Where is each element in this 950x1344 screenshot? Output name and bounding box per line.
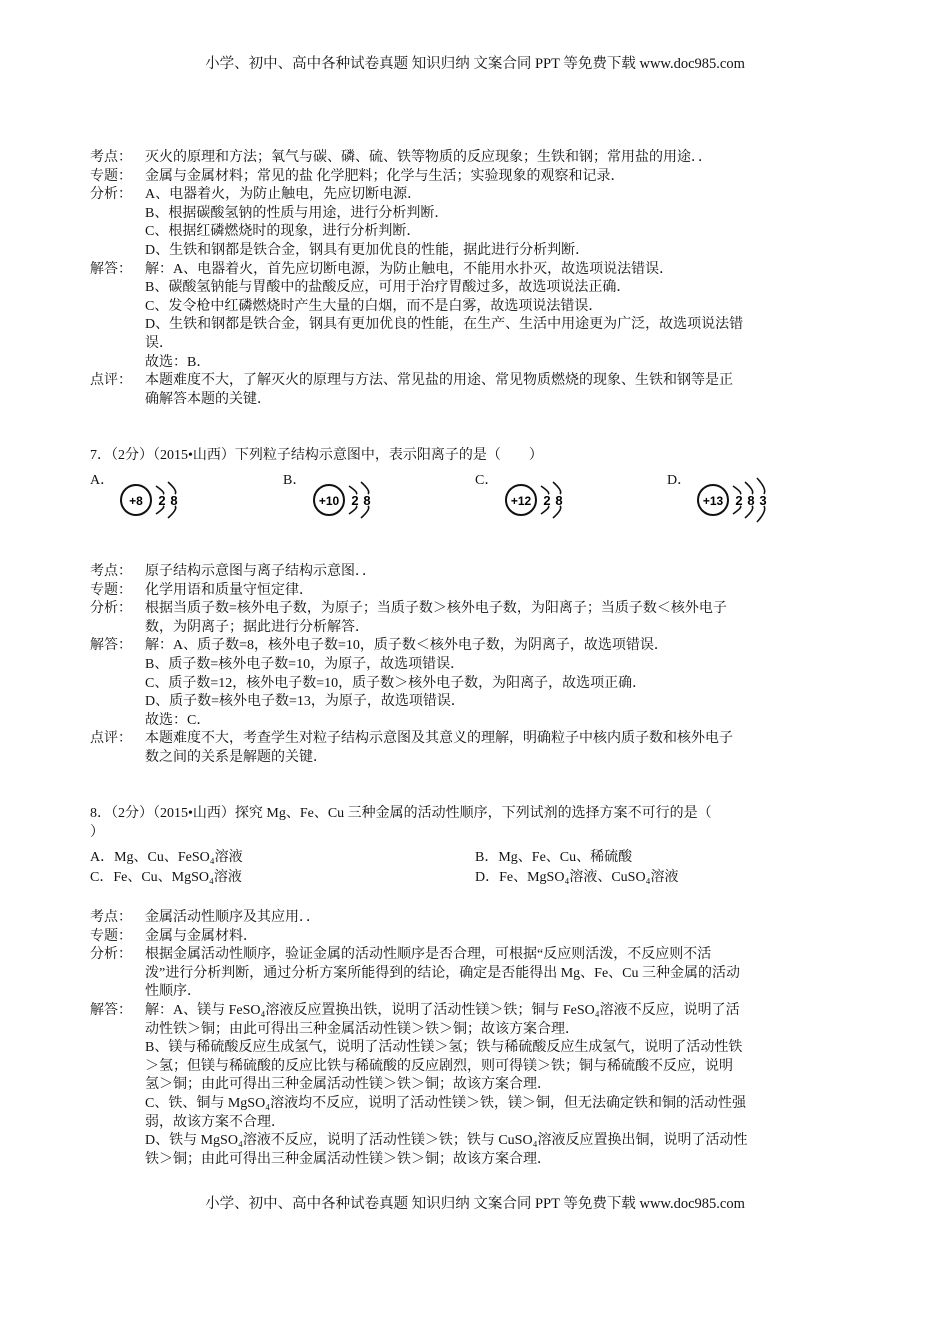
- text-line: 弱，故该方案不合理．: [145, 1114, 285, 1130]
- text-line: 故选：B．: [145, 354, 211, 370]
- text-line: 解：A、质子数=8，核外电子数=10，质子数＜核外电子数，为阴离子，故选项错误．: [145, 638, 668, 654]
- analysis-label: 考点：: [90, 150, 132, 165]
- text-line: 铁＞铜；由此可得出三种金属活动性镁＞铁＞铜；故该方案合理．: [145, 1151, 551, 1167]
- text-line: 故选：C．: [145, 712, 211, 728]
- q8-option-a: A．Mg、Cu、FeSO₄溶液: [90, 850, 243, 865]
- text-line: 本题难度不大，了解灭火的原理与方法、常见盐的用途、常见物质燃烧的现象、生铁和钢等是正: [145, 373, 733, 389]
- text-line: C、铁、铜与 MgSO₄溶液均不反应，说明了活动性镁＞铁，镁＞铜，但无法确定铁和铜的活动性强: [145, 1095, 747, 1111]
- text-line: B、碳酸氢钠能与胃酸中的盐酸反应，可用于治疗胃酸过多，故选项说法正确．: [145, 280, 631, 296]
- analysis-content: [145, 261, 870, 373]
- analysis-label: 解答：: [90, 1002, 132, 1018]
- analysis-content: [145, 928, 870, 947]
- text-line: 氢＞铜；由此可得出三种金属活动性镁＞铁＞铜；故该方案合理．: [145, 1077, 551, 1093]
- q7-option-label: D．: [667, 473, 692, 488]
- shell-electron-count: 2: [543, 493, 551, 508]
- text-line: 根据金属活动性顺序，验证金属的活动性顺序是否合理，可根据“反应则活泼，不反应则不活: [145, 947, 712, 963]
- text-line: 金属与金属材料．: [145, 928, 257, 944]
- nucleus-charge: +8: [129, 494, 143, 508]
- analysis-row: [90, 582, 870, 601]
- nucleus-charge: +10: [318, 494, 340, 508]
- atom-structure-diagram: [305, 472, 415, 532]
- analysis-content: [145, 946, 870, 1002]
- analysis-row: [90, 637, 870, 730]
- text-line: B、质子数=核外电子数=10，为原子，故选项错误．: [145, 656, 465, 672]
- text-line: D、质子数=核外电子数=13，为原子，故选项错误．: [145, 694, 465, 710]
- analysis-label: 分析：: [90, 187, 132, 203]
- text-line: D、生铁和钢都是铁合金，钢具有更加优良的性能，在生产、生活中用途更为广泛，故选项说法错: [145, 317, 744, 333]
- analysis-row: [90, 261, 870, 373]
- text-line: D、生铁和钢都是铁合金，钢具有更加优良的性能，据此进行分析判断．: [145, 242, 590, 258]
- text-line: C、发令枪中红磷燃烧时产生大量的白烟，而不是白雾，故选项说法错误．: [145, 298, 603, 314]
- text-line: ＞氢；但镁与稀硫酸的反应比铁与稀硫酸的反应剧烈，则可得镁＞铁；铜与稀硫酸不反应，说明: [145, 1058, 733, 1074]
- text-line: 原子结构示意图与离子结构示意图．．: [145, 564, 376, 579]
- text-line: D、铁与 MgSO₄溶液不反应，说明了活动性镁＞铁；铁与 CuSO₄溶液反应置换出铜，说明了活动性: [145, 1133, 748, 1149]
- analysis-label: 解答：: [90, 261, 132, 277]
- nucleus-charge: +12: [510, 494, 532, 508]
- q8-analysis: [90, 909, 870, 1169]
- q8-title-line-2: ）: [90, 825, 104, 840]
- text-line: 数，为阴离子；据此进行分析解答．: [145, 619, 369, 635]
- analysis-content: [145, 372, 870, 409]
- analysis-row: [90, 730, 870, 767]
- analysis-content: [145, 637, 870, 730]
- atom-structure-diagram: [112, 472, 222, 532]
- text-line: 解：A、电器着火，首先应切断电源，为防止触电，不能用水扑灭，故选项说法错误．: [145, 261, 674, 277]
- text-line: 本题难度不大，考查学生对粒子结构示意图及其意义的理解，明确粒子中核内质子数和核外电子: [145, 731, 733, 747]
- shell-electron-count: 3: [759, 493, 767, 508]
- text-line: 金属活动性顺序及其应用．．: [145, 910, 320, 925]
- shell-electron-count: 2: [158, 493, 166, 508]
- atom-structure-diagram: [497, 472, 607, 532]
- q8-option-c: C．Fe、Cu、MgSO₄溶液: [90, 870, 242, 885]
- text-line: 根据当质子数=核外电子数，为原子；当质子数＞核外电子数，为阳离子；当质子数＜核外电子: [145, 601, 727, 617]
- analysis-content: [145, 563, 870, 582]
- analysis-content: [145, 149, 870, 168]
- atom-structure-diagram: [689, 472, 799, 532]
- analysis-content: [145, 1002, 870, 1169]
- text-line: B、根据碳酸氢钠的性质与用途，进行分析判断．: [145, 205, 449, 221]
- shell-electron-count: 8: [170, 493, 178, 508]
- text-line: 数之间的关系是解题的关键．: [145, 749, 327, 765]
- analysis-label: 考点：: [90, 564, 132, 579]
- analysis-content: [145, 582, 870, 601]
- analysis-label: 考点：: [90, 910, 132, 925]
- analysis-row: [90, 186, 870, 260]
- analysis-label: 专题：: [90, 582, 132, 598]
- text-line: 误．: [145, 335, 173, 351]
- page-footer: 小学、初中、高中各种试卷真题 知识归纳 文案合同 PPT 等免费下载 www.doc985.com: [205, 1196, 745, 1212]
- text-line: 金属与金属材料；常见的盐 化学肥料；化学与生活；实验现象的观察和记录．: [145, 168, 625, 184]
- analysis-row: [90, 600, 870, 637]
- analysis-content: [145, 909, 870, 928]
- q8-title-line-1: 8．（2分）（2015•山西）探究 Mg、Fe、Cu 三种金属的活动性顺序，下列试剂的选择方案不可行的是（: [90, 806, 712, 821]
- text-line: 化学用语和质量守恒定律．: [145, 582, 313, 598]
- analysis-row: [90, 928, 870, 947]
- text-line: 性顺序．: [145, 984, 201, 1000]
- analysis-row: [90, 149, 870, 168]
- q8-option-d: D．Fe、MgSO₄溶液、CuSO₄溶液: [475, 870, 679, 885]
- analysis-row: [90, 563, 870, 582]
- q7-option-label: C．: [475, 473, 499, 488]
- shell-electron-count: 8: [363, 493, 371, 508]
- q6-analysis: [90, 149, 870, 409]
- q8-option-b: B．Mg、Fe、Cu、稀硫酸: [475, 850, 633, 865]
- analysis-label: 分析：: [90, 947, 132, 963]
- analysis-row: [90, 1002, 870, 1169]
- text-line: C、根据红磷燃烧时的现象，进行分析判断．: [145, 224, 421, 240]
- analysis-content: [145, 600, 870, 637]
- analysis-row: [90, 909, 870, 928]
- analysis-row: [90, 372, 870, 409]
- analysis-row: [90, 168, 870, 187]
- shell-electron-count: 2: [735, 493, 743, 508]
- shell-electron-count: 8: [555, 493, 563, 508]
- q7-option-label: A．: [90, 473, 115, 488]
- analysis-label: 点评：: [90, 373, 132, 389]
- analysis-content: [145, 168, 870, 187]
- text-line: 确解答本题的关键．: [145, 391, 271, 407]
- text-line: A、电器着火，为防止触电，先应切断电源．: [145, 187, 422, 203]
- text-line: C、质子数=12，核外电子数=10，质子数＞核外电子数，为阳离子，故选项正确．: [145, 675, 647, 691]
- analysis-label: 解答：: [90, 638, 132, 654]
- text-line: 动性铁＞铜；由此可得出三种金属活动性镁＞铁＞铜；故该方案合理．: [145, 1021, 579, 1037]
- text-line: B、镁与稀硫酸反应生成氢气，说明了活动性镁＞氢；铁与稀硫酸反应生成氢气，说明了活动性铁: [145, 1040, 743, 1056]
- analysis-content: [145, 186, 870, 260]
- analysis-label: 点评：: [90, 731, 132, 747]
- text-line: 解：A、镁与 FeSO₄溶液反应置换出铁，说明了活动性镁＞铁；铜与 FeSO₄溶液不反应，说明了活: [145, 1002, 740, 1018]
- q7-option-label: B．: [283, 473, 307, 488]
- text-line: 泼”进行分析判断，通过分析方案所能得到的结论，确定是否能得出 Mg、Fe、Cu 三种金属的活动: [145, 965, 740, 981]
- analysis-label: 分析：: [90, 601, 132, 617]
- page-header: 小学、初中、高中各种试卷真题 知识归纳 文案合同 PPT 等免费下载 www.doc985.com: [205, 56, 745, 72]
- analysis-label: 专题：: [90, 168, 132, 184]
- q7-analysis: [90, 563, 870, 768]
- nucleus-charge: +13: [702, 494, 724, 508]
- shell-electron-count: 2: [351, 493, 359, 508]
- analysis-content: [145, 730, 870, 767]
- q7-title: 7．（2分）（2015•山西）下列粒子结构示意图中，表示阳离子的是（ ）: [90, 448, 543, 463]
- analysis-row: [90, 946, 870, 1002]
- shell-electron-count: 8: [747, 493, 755, 508]
- analysis-label: 专题：: [90, 928, 132, 944]
- text-line: 灭火的原理和方法；氧气与碳、磷、硫、铁等物质的反应现象；生铁和钢；常用盐的用途．．: [145, 150, 712, 165]
